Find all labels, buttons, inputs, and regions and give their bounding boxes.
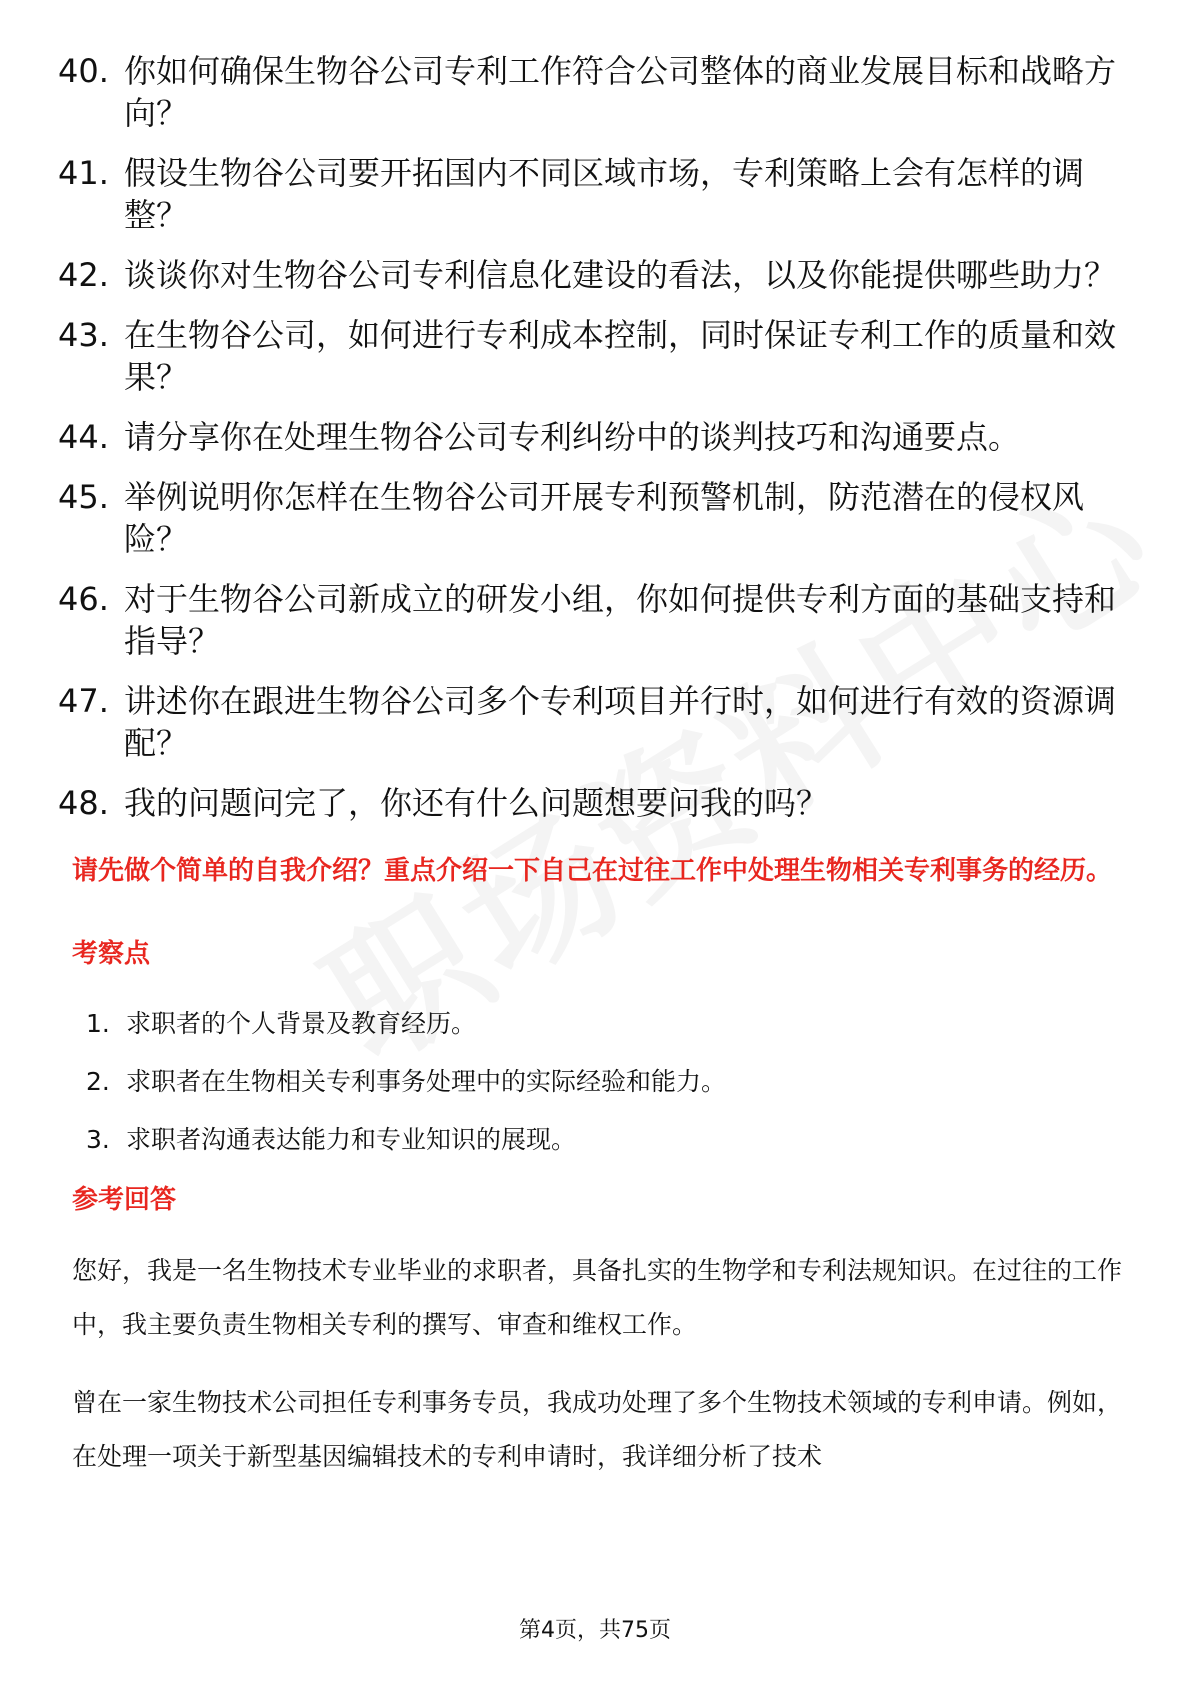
question-number: 48. [58, 784, 109, 822]
reference-paragraph-2 [72, 1376, 1122, 1484]
question-item [58, 476, 1138, 560]
question-number: 47. [58, 682, 109, 720]
assessment-point [72, 1064, 1122, 1100]
question-text: 对于生物谷公司新成立的研发小组，你如何提供专利方面的基础支持和指导？ [124, 580, 1117, 660]
reference-section [72, 1182, 1122, 1218]
reference-paragraph: 您好，我是一名生物技术专业毕业的求职者，具备扎实的生物学和专利法规知识。在过往的工作中，我主要负责生物相关专利的撰写、审查和维权工作。 [72, 1256, 1123, 1339]
featured-question: 请先做个简单的自我介绍？重点介绍一下自己在过往工作中处理生物相关专利事务的经历。 [72, 856, 1113, 886]
question-number: 40. [58, 52, 109, 90]
page-number-footer: 第4页，共75页 [519, 1618, 671, 1643]
question-number: 46. [58, 580, 109, 618]
question-item [58, 254, 1138, 296]
question-text: 我的问题问完了，你还有什么问题想要问我的吗？ [124, 784, 829, 822]
assessment-section [72, 936, 1122, 972]
reference-heading: 参考回答 [72, 1185, 177, 1215]
point-text: 求职者的个人背景及教育经历。 [126, 1009, 477, 1038]
point-text: 求职者沟通表达能力和专业知识的展现。 [126, 1125, 577, 1154]
assessment-point [72, 1122, 1122, 1158]
reference-paragraph-1 [72, 1244, 1122, 1352]
question-number: 42. [58, 256, 109, 294]
question-text: 你如何确保生物谷公司专利工作符合公司整体的商业发展目标和战略方向？ [124, 52, 1117, 132]
question-text: 假设生物谷公司要开拓国内不同区域市场，专利策略上会有怎样的调整？ [124, 154, 1085, 234]
question-text: 请分享你在处理生物谷公司专利纠纷中的谈判技巧和沟通要点。 [124, 418, 1021, 456]
question-item [58, 416, 1138, 458]
question-number: 45. [58, 478, 109, 516]
question-item [58, 314, 1138, 398]
question-item [58, 578, 1138, 662]
question-text: 在生物谷公司，如何进行专利成本控制，同时保证专利工作的质量和效果？ [124, 316, 1117, 396]
question-item [58, 782, 1138, 824]
assessment-points [72, 1006, 1122, 1158]
question-text: 举例说明你怎样在生物谷公司开展专利预警机制，防范潜在的侵权风险？ [124, 478, 1085, 558]
featured-question-section [72, 852, 1122, 890]
assessment-heading: 考察点 [72, 939, 151, 969]
question-number: 44. [58, 418, 109, 456]
question-item [58, 152, 1138, 236]
question-text: 谈谈你对生物谷公司专利信息化建设的看法，以及你能提供哪些助力？ [124, 256, 1117, 294]
question-text: 讲述你在跟进生物谷公司多个专利项目并行时，如何进行有效的资源调配？ [124, 682, 1117, 762]
question-number: 43. [58, 316, 109, 354]
assessment-points-section [72, 1006, 1122, 1180]
point-number: 1. [86, 1009, 110, 1038]
assessment-point [72, 1006, 1122, 1042]
question-list [58, 50, 1138, 842]
point-text: 求职者在生物相关专利事务处理中的实际经验和能力。 [126, 1067, 727, 1096]
reference-paragraph: 曾在一家生物技术公司担任专利事务专员，我成功处理了多个生物技术领域的专利申请。例如，在处理一项关于新型基因编辑技术的专利申请时，我详细分析了技术 [72, 1388, 1123, 1471]
point-number: 2. [86, 1067, 110, 1096]
question-number: 41. [58, 154, 109, 192]
point-number: 3. [86, 1125, 110, 1154]
question-item [58, 680, 1138, 764]
question-item [58, 50, 1138, 134]
